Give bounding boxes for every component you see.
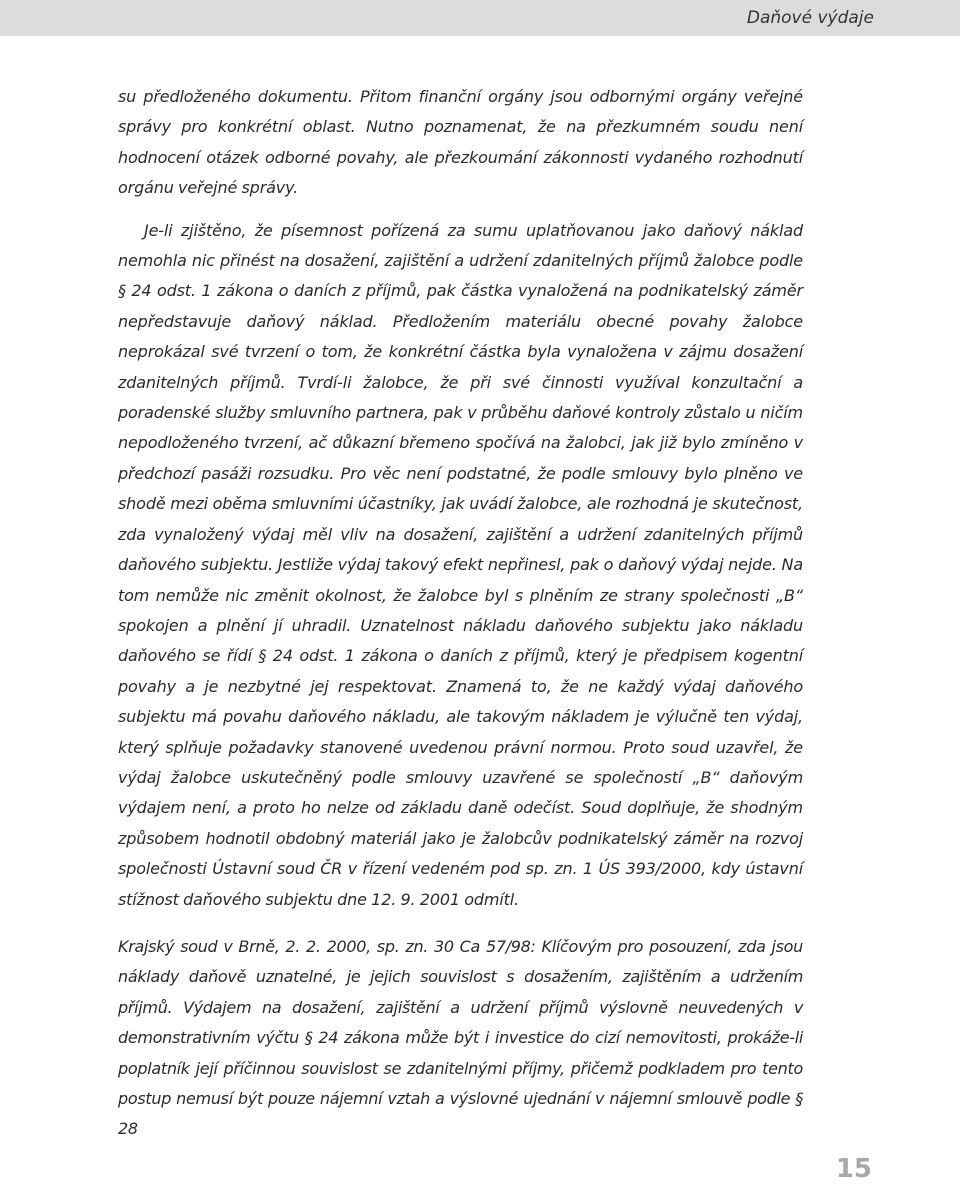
running-header: [0, 0, 960, 36]
paragraph-continuation: su předloženého dokumentu. Přitom finanční orgány jsou odbornými orgány veřejné správy pro konkrétní oblast. Nutno poznamenat, že na přezkumném soudu není hodnocení otázek odborné povahy, ale přezkoumání zákonnosti vydaného rozhodnutí orgánu veřejné správy.: [118, 87, 803, 198]
running-header-title: Daňové výdaje: [746, 8, 874, 28]
paragraph-court-citation: Krajský soud v Brně, 2. 2. 2000, sp. zn. 30 Ca 57/98: Klíčovým pro posouzení, zda jsou náklady daňově uznatelné, je jejich souvislost s dosažením, zajištěním a udržením příjmů. Výdajem na dosažení, zajištění a udržení příjmů výslovně neuvedených v demonstrativním výčtu § 24 zákona může být i investice do cizí nemovitosti, prokáže-li poplatník její příčinnou souvislost se zdanitelnými příjmy, přičemž podkladem pro tento postup nemusí být pouze nájemní vztah a výslovné ujednání v nájemní smlouvě podle § 28: [118, 936, 803, 1139]
page-number: 15: [835, 1154, 872, 1184]
paragraph-main: Je-li zjištěno, že písemnost pořízená za sumu uplatňovanou jako daňový náklad nemohla nic přinést na dosažení, zajištění a udržení zdanitelných příjmů žalobce podle § 24 odst. 1 zákona o daních z příjmů, pak částka vynaložená na podnikatelský záměr nepředstavuje daňový náklad. Předložením materiálu obecné povahy žalobce neprokázal své tvrzení o tom, že konkrétní částka byla vynaložena v zájmu dosažení zdanitelných příjmů. Tvrdí-li žalobce, že při své činnosti využíval konzultační a poradenské služby smluvního partnera, pak v průběhu daňové kontroly zůstalo u ničím nepodloženého tvrzení, ač důkazní břemeno spočívá na žalobci, jak již bylo zmíněno v předchozí pasáži rozsudku. Pro věc není podstatné, že podle smlouvy bylo plněno ve shodě mezi oběma smluvními účastníky, jak uvádí žalobce, ale rozhodná je skutečnost, zda vynaložený výdaj měl vliv na dosažení, zajištění a udržení zdanitelných příjmů daňového subjektu. Jestliže výdaj takový efekt nepřinesl, pak o daňový výdaj nejde. Na tom nemůže nic změnit okolnost, že žalobce byl s plněním ze strany společnosti „B“ spokojen a plnění jí uhradil. Uznatelnost nákladu daňového subjektu jako nákladu daňového se řídí § 24 odst. 1 zákona o daních z příjmů, který je předpisem kogentní povahy a je nezbytné jej respektovat. Znamená to, že ne každý výdaj daňového subjektu má povahu daňového nákladu, ale takovým nákladem je výlučně ten výdaj, který splňuje požadavky stanovené uvedenou právní normou. Proto soud uzavřel, že výdaj žalobce uskutečněný podle smlouvy uzavřené se společností „B“ daňovým výdajem není, a proto ho nelze od základu daně odečíst. Soud doplňuje, že shodným způsobem hodnotil obdobný materiál jako je žalobcův podnikatelský záměr na rozvoj společnosti Ústavní soud ČR v řízení vedeném pod sp. zn. 1 ÚS 393/2000, kdy ústavní stížnost daňového subjektu dne 12. 9. 2001 odmítl.: [118, 220, 803, 909]
page-body: [118, 82, 803, 1145]
